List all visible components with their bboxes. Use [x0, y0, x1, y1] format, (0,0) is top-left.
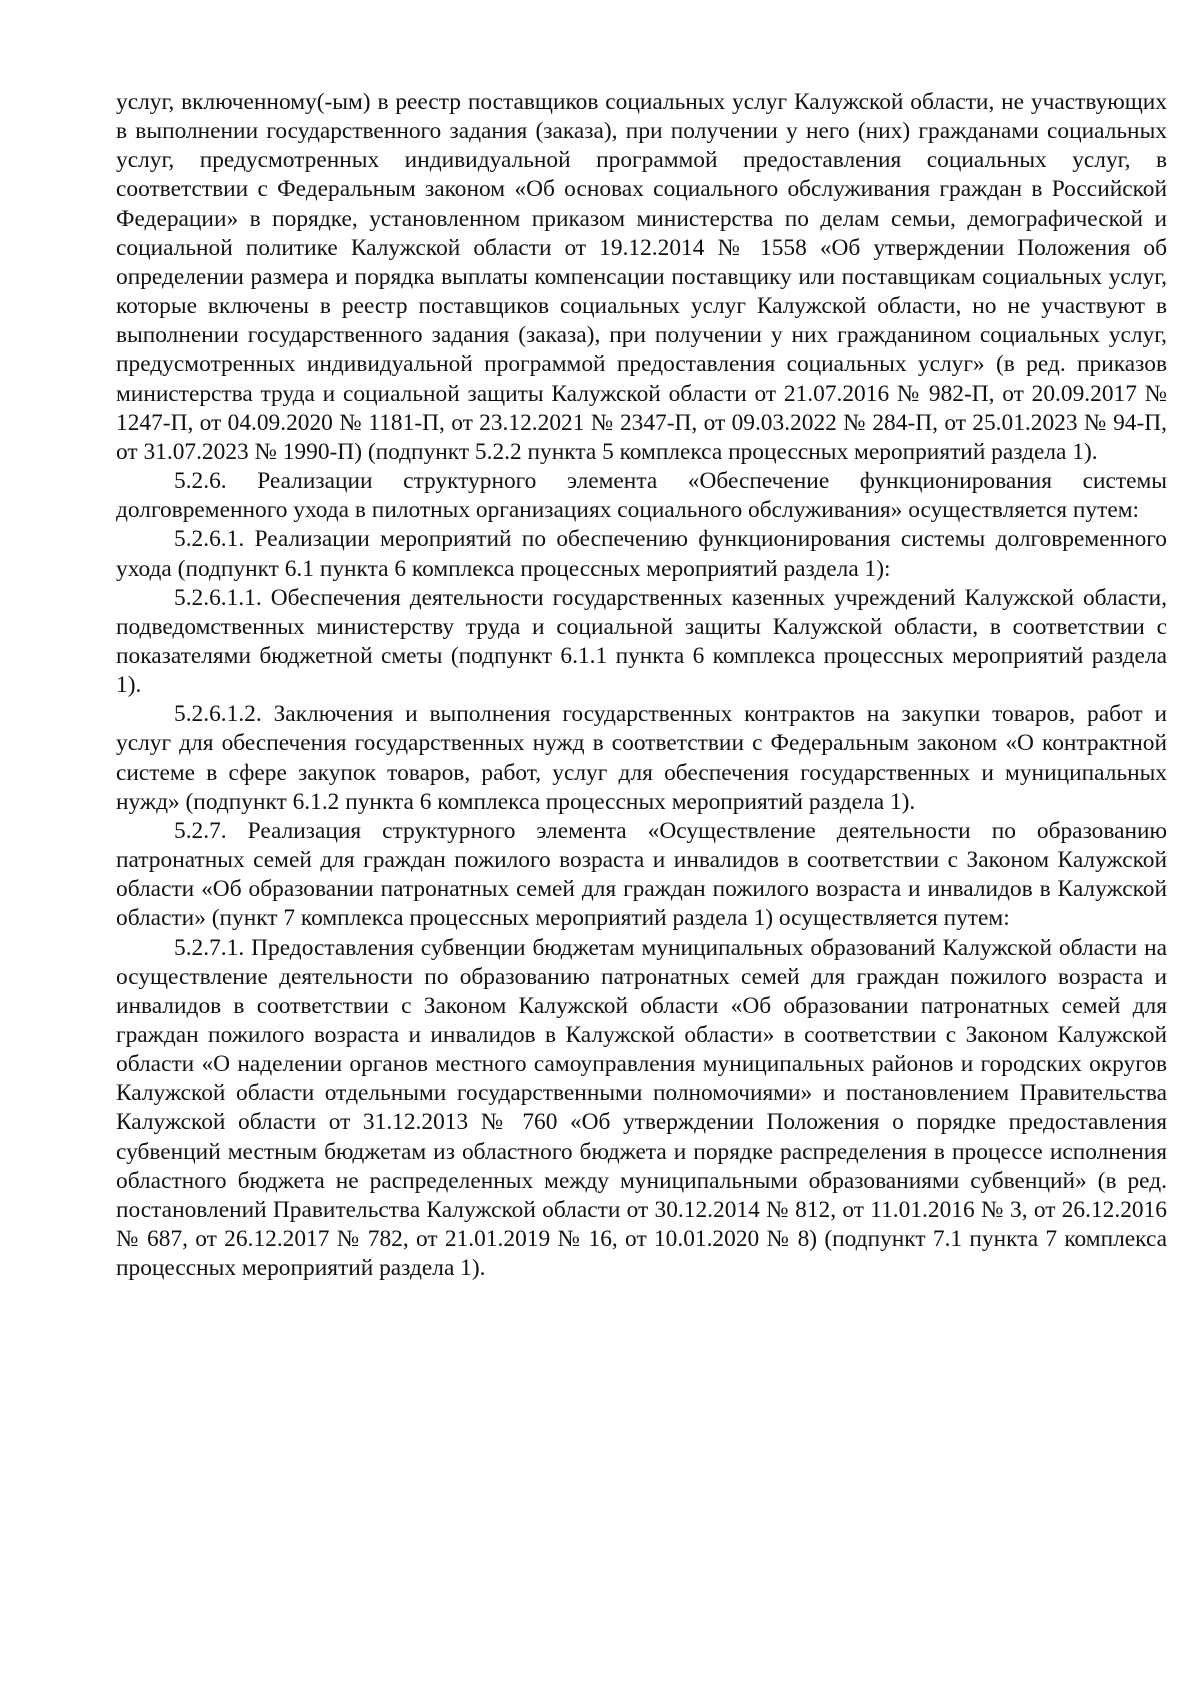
paragraph-5-2-6-1-2: 5.2.6.1.2. Заключения и выполнения государственных контрактов на закупки товаров, работ и услуг для обеспечения государственных нужд в соответствии с Федеральным законом «О контрактной системе в сфере закупок товаров, работ, услуг для обеспечения государственных и муниципальных нужд» (подпункт 6.1.2 пункта 6 комплекса процессных мероприятий раздела 1).	[116, 701, 1167, 815]
paragraph-5-2-6-1: 5.2.6.1. Реализации мероприятий по обеспечению функционирования системы долговременного ухода (подпункт 6.1 пункта 6 комплекса процессных мероприятий раздела 1):	[116, 526, 1167, 582]
paragraph-5-2-7: 5.2.7. Реализация структурного элемента «Осуществление деятельности по образованию патронатных семей для граждан пожилого возраста и инвалидов в соответствии с Законом Калужской области «Об образовании патронатных семей для граждан пожилого возраста и инвалидов в Калужской области» (пункт 7 комплекса процессных мероприятий раздела 1) осуществляется путем:	[116, 817, 1167, 932]
paragraph-continuation-5-2-5: услуг, включенному(-ым) в реестр поставщиков социальных услуг Калужской области, не участвующих в выполнении государственного задания (заказа), при получении у него (них) гражданами социальных услуг, предусмотренных индивидуальной программой предоставления социальных услуг, в соответствии с Федеральным законом «Об основах социального обслуживания граждан в Российской Федерации» в порядке, установленном приказом министерства по делам семьи, демографической и социальной политике Калужской области от 19.12.2014 № 1558 «Об утверждении Положения об определении размера и порядка выплаты компенсации поставщику или поставщикам социальных услуг, которые включены в реестр поставщиков социальных услуг Калужской области, но не участвуют в выполнении государственного задания (заказа), при получении у них гражданином социальных услуг, предусмотренных индивидуальной программой предоставления социальных услуг» (в ред. приказов министерства труда и социальной защиты Калужской области от 21.07.2016 № 982-П, от 20.09.2017 № 1247-П, от 04.09.2020 № 1181-П, от 23.12.2021 № 2347-П, от 09.03.2022 № 284-П, от 25.01.2023 № 94-П, от 31.07.2023 № 1990-П) (подпункт 5.2.2 пункта 5 комплекса процессных мероприятий раздела 1).	[116, 89, 1167, 465]
paragraph-5-2-6-1-1: 5.2.6.1.1. Обеспечения деятельности государственных казенных учреждений Калужской области, подведомственных министерству труда и социальной защиты Калужской области, в соответствии с показателями бюджетной сметы (подпункт 6.1.1 пункта 6 комплекса процессных мероприятий раздела 1).	[116, 584, 1167, 699]
paragraph-5-2-6: 5.2.6. Реализации структурного элемента «Обеспечение функционирования системы долговременного ухода в пилотных организациях социального обслуживания» осуществляется путем:	[116, 468, 1167, 524]
document-page	[116, 88, 1167, 1283]
paragraph-5-2-7-1: 5.2.7.1. Предоставления субвенции бюджетам муниципальных образований Калужской области на осуществление деятельности по образованию патронатных семей для граждан пожилого возраста и инвалидов в соответствии с Законом Калужской области «Об образовании патронатных семей для граждан пожилого возраста и инвалидов в Калужской области» в соответствии с Законом Калужской области «О наделении органов местного самоуправления муниципальных районов и городских округов Калужской области отдельными государственными полномочиями» и постановлением Правительства Калужской области от 31.12.2013 № 760 «Об утверждении Положения о порядке предоставления субвенций местным бюджетам из областного бюджета и порядке распределения в процессе исполнения областного бюджета не распределенных между муниципальными образованиями субвенций» (в ред. постановлений Правительства Калужской области от 30.12.2014 № 812, от 11.01.2016 № 3, от 26.12.2016 № 687, от 26.12.2017 № 782, от 21.01.2019 № 16, от 10.01.2020 № 8) (подпункт 7.1 пункта 7 комплекса процессных мероприятий раздела 1).	[116, 934, 1167, 1282]
